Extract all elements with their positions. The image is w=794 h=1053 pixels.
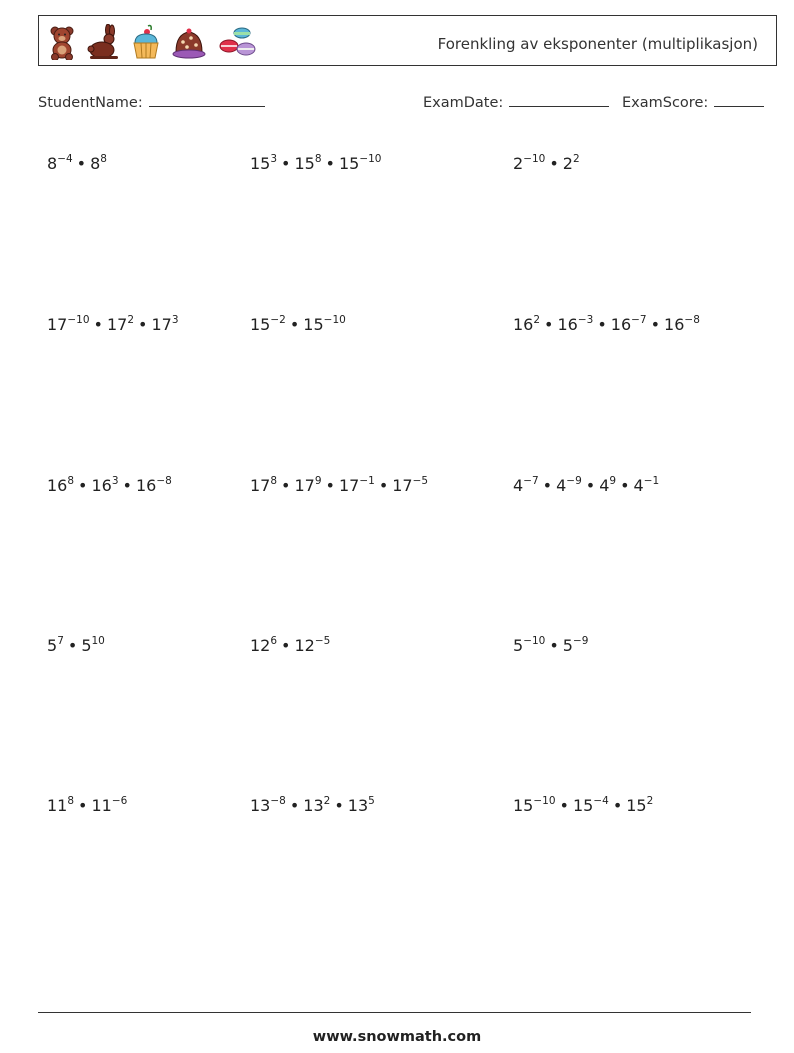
term-exponent: −8 (156, 475, 172, 487)
exponent-term (626, 796, 653, 815)
exponent-term (348, 796, 375, 815)
exponent-term (47, 476, 74, 495)
exponent-term (250, 636, 277, 655)
exponent-term (107, 315, 134, 334)
term-exponent: −6 (111, 795, 128, 807)
term-base: 15 (294, 154, 315, 174)
multiplication-dot: • (612, 796, 623, 816)
multiplication-dot: • (122, 476, 132, 496)
term-base: 4 (556, 476, 567, 496)
exponent-term (250, 476, 277, 495)
exam-date-line[interactable] (509, 92, 609, 107)
term-exponent: −10 (523, 153, 546, 165)
term-exponent: 9 (609, 475, 617, 487)
term-exponent: 6 (270, 635, 278, 647)
multiplication-dot: • (281, 154, 291, 174)
multiplication-dot: • (378, 476, 389, 496)
exam-date-field[interactable] (423, 92, 609, 111)
term-base: 17 (250, 476, 271, 496)
term-base: 13 (347, 796, 369, 816)
term-base: 5 (81, 636, 92, 656)
problem-1 (47, 150, 107, 174)
term-base: 11 (91, 796, 112, 816)
exponent-term (294, 154, 321, 173)
macarons-icon (217, 24, 257, 60)
multiplication-dot: • (542, 476, 553, 496)
term-exponent: −10 (523, 635, 546, 647)
problem-15 (513, 792, 653, 816)
student-name-label: StudentName: (38, 95, 143, 111)
term-base: 11 (47, 796, 68, 816)
term-exponent: 5 (368, 795, 375, 807)
term-base: 12 (294, 636, 315, 656)
term-exponent: 8 (314, 153, 322, 165)
multiplication-dot: • (281, 476, 291, 496)
exponent-term (47, 796, 74, 815)
multiplication-dot: • (585, 476, 596, 496)
term-exponent: −8 (270, 795, 286, 807)
problem-3 (513, 150, 580, 174)
multiplication-dot: • (138, 315, 148, 335)
term-base: 17 (106, 315, 128, 335)
footer-website: www.snowmath.com (312, 1029, 482, 1045)
exponent-term (294, 476, 321, 495)
exponent-term (513, 315, 540, 334)
multiplication-dot: • (549, 636, 559, 656)
exponent-term (91, 796, 127, 815)
term-base: 2 (513, 154, 524, 174)
problem-5 (250, 311, 346, 335)
term-base: 17 (338, 476, 360, 496)
exponent-term (250, 315, 286, 334)
term-base: 15 (572, 796, 594, 816)
exponent-term (250, 796, 286, 815)
exponent-term (47, 154, 73, 173)
exponent-term (303, 796, 330, 815)
exponent-term (513, 476, 539, 495)
multiplication-dot: • (650, 315, 661, 335)
multiplication-dot: • (93, 315, 103, 335)
exponent-term (556, 476, 582, 495)
exponent-term (81, 636, 105, 655)
exponent-term (47, 636, 64, 655)
exponent-term (303, 315, 346, 334)
term-base: 16 (47, 476, 68, 496)
exam-date-label: ExamDate: (423, 95, 504, 111)
term-exponent: 8 (270, 475, 278, 487)
teddy-bear-icon (47, 24, 77, 60)
exponent-term (151, 315, 178, 334)
problem-14 (250, 792, 375, 816)
exponent-term (250, 154, 277, 173)
term-base: 17 (294, 476, 315, 496)
problem-4 (47, 311, 179, 335)
multiplication-dot: • (281, 636, 291, 656)
term-base: 15 (513, 796, 534, 816)
exponent-term (611, 315, 647, 334)
exponent-term (339, 476, 375, 495)
exam-score-label: ExamScore: (622, 95, 709, 111)
exponent-term (557, 315, 593, 334)
exponent-term (563, 154, 580, 173)
student-info-fields (38, 92, 773, 114)
exponent-term (47, 315, 90, 334)
multiplication-dot: • (325, 154, 335, 174)
term-exponent: −2 (270, 314, 286, 326)
problem-12 (513, 632, 588, 656)
multiplication-dot: • (325, 476, 335, 496)
term-exponent: 7 (57, 635, 64, 647)
term-exponent: −10 (67, 314, 90, 326)
multiplication-dot: • (597, 315, 607, 335)
multiplication-dot: • (76, 154, 87, 174)
term-exponent: −5 (412, 475, 429, 487)
multiplication-dot: • (78, 476, 88, 496)
term-exponent: −10 (359, 153, 382, 165)
exam-score-field[interactable] (622, 92, 764, 111)
exponent-term (392, 476, 428, 495)
problem-13 (47, 792, 127, 816)
term-exponent: 2 (127, 314, 135, 326)
term-exponent: 3 (270, 153, 278, 165)
exponent-term (91, 476, 118, 495)
multiplication-dot: • (549, 154, 559, 174)
term-exponent: −10 (323, 314, 346, 326)
chocolate-bunny-icon (87, 24, 121, 60)
term-base: 17 (151, 315, 172, 335)
term-exponent: 3 (171, 314, 179, 326)
term-base: 13 (303, 796, 324, 816)
multiplication-dot: • (289, 796, 300, 816)
exponent-term (634, 476, 660, 495)
term-base: 15 (626, 796, 647, 816)
term-base: 17 (47, 315, 68, 335)
header-icons (47, 24, 257, 60)
term-exponent: −1 (643, 475, 660, 487)
term-exponent: −4 (57, 153, 73, 165)
exponent-term (136, 476, 172, 495)
term-exponent: 2 (533, 314, 541, 326)
term-base: 5 (562, 636, 573, 656)
term-exponent: −9 (566, 475, 582, 487)
exponent-term (513, 154, 545, 173)
problem-2 (250, 150, 382, 174)
exponent-term (339, 154, 382, 173)
term-base: 17 (392, 476, 413, 496)
multiplication-dot: • (559, 796, 569, 816)
term-exponent: 2 (646, 795, 654, 807)
term-base: 16 (664, 315, 685, 335)
problem-8 (250, 472, 428, 496)
term-exponent: −9 (572, 635, 589, 647)
exam-score-line[interactable] (714, 92, 764, 107)
term-exponent: −10 (533, 795, 556, 807)
footer-divider (38, 1012, 751, 1013)
term-base: 13 (250, 796, 271, 816)
term-exponent: 8 (100, 153, 107, 165)
multiplication-dot: • (334, 796, 344, 816)
student-name-field[interactable] (38, 92, 265, 111)
term-exponent: 3 (111, 475, 119, 487)
term-base: 15 (250, 315, 271, 335)
term-exponent: −3 (577, 314, 594, 326)
multiplication-dot: • (620, 476, 630, 496)
chocolate-cake-icon (171, 24, 207, 60)
problem-9 (513, 472, 659, 496)
term-base: 8 (47, 154, 58, 174)
multiplication-dot: • (289, 315, 300, 335)
term-base: 16 (135, 476, 157, 496)
term-base: 16 (610, 315, 632, 335)
term-exponent: −8 (684, 314, 700, 326)
problem-7 (47, 472, 172, 496)
cupcake-icon (131, 24, 161, 60)
term-base: 12 (250, 636, 271, 656)
term-base: 4 (513, 476, 524, 496)
multiplication-dot: • (544, 315, 554, 335)
term-base: 15 (250, 154, 271, 174)
term-base: 8 (90, 154, 101, 174)
term-exponent: −4 (593, 795, 609, 807)
multiplication-dot: • (78, 796, 88, 816)
term-exponent: 9 (314, 475, 322, 487)
exponent-term (294, 636, 330, 655)
term-exponent: 2 (323, 795, 331, 807)
term-base: 5 (513, 636, 524, 656)
multiplication-dot: • (67, 636, 78, 656)
term-exponent: 8 (67, 475, 75, 487)
exponent-term (513, 796, 556, 815)
term-base: 15 (303, 315, 324, 335)
term-base: 16 (91, 476, 112, 496)
term-exponent: 8 (67, 795, 75, 807)
term-exponent: −7 (631, 314, 647, 326)
term-exponent: −1 (359, 475, 375, 487)
term-exponent: 10 (91, 635, 105, 647)
term-base: 15 (338, 154, 360, 174)
problem-10 (47, 632, 105, 656)
term-base: 16 (513, 315, 534, 335)
term-base: 5 (47, 636, 58, 656)
term-exponent: 2 (572, 153, 580, 165)
student-name-line[interactable] (149, 92, 265, 107)
exponent-term (563, 636, 589, 655)
term-base: 4 (633, 476, 644, 496)
term-base: 4 (599, 476, 610, 496)
term-exponent: −5 (314, 635, 331, 647)
exponent-term (599, 476, 616, 495)
exponent-term (664, 315, 700, 334)
term-exponent: −7 (523, 475, 539, 487)
problem-6 (513, 311, 700, 335)
term-base: 2 (562, 154, 573, 174)
worksheet-header (38, 15, 777, 66)
exponent-term (90, 154, 107, 173)
exponent-term (573, 796, 609, 815)
worksheet-title: Forenkling av eksponenter (multiplikasjon) (437, 35, 758, 53)
exponent-term (513, 636, 545, 655)
term-base: 16 (557, 315, 578, 335)
problem-11 (250, 632, 330, 656)
